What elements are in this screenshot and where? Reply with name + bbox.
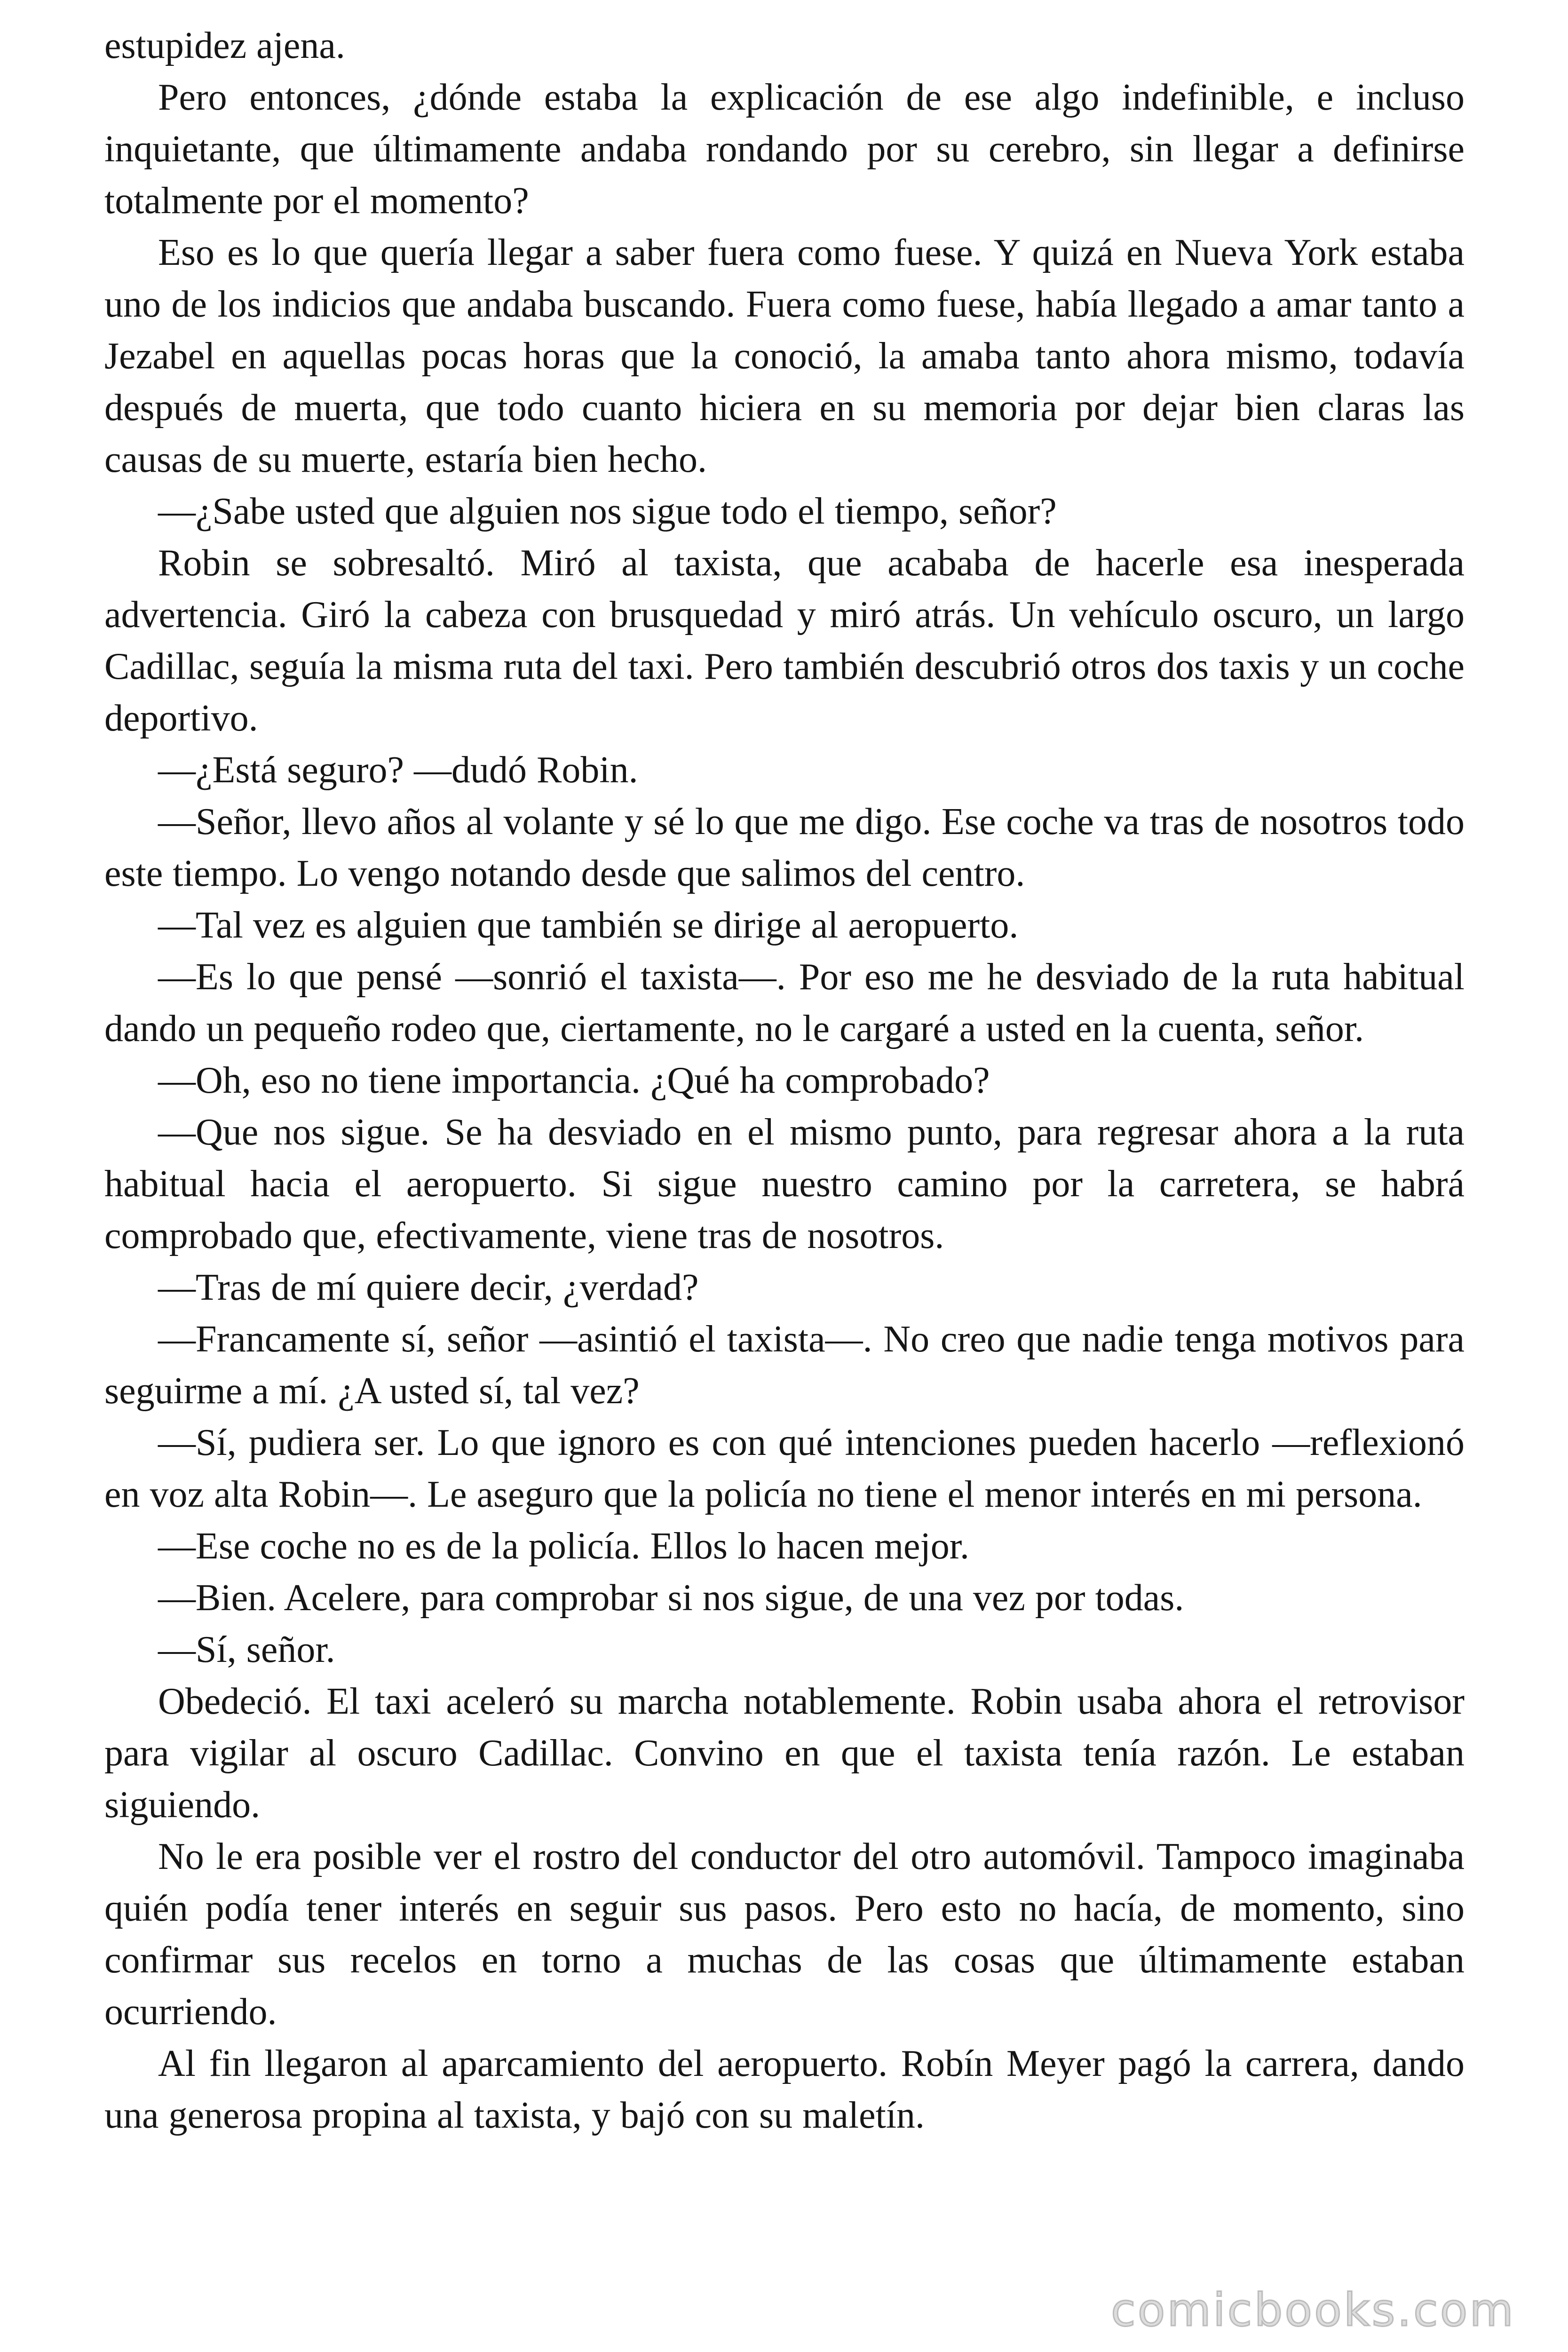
- paragraph-15: —Ese coche no es de la policía. Ellos lo hacen mejor.: [158, 1526, 969, 1567]
- paragraph-14: —Sí, pudiera ser. Lo que ignoro es con qué intenciones pueden hacerlo —reflexionó en voz alta Robin—. Le aseguro que la policía no tiene el menor interés en mi persona.: [104, 1422, 1465, 1515]
- paragraph-16: —Bien. Acelere, para comprobar si nos sigue, de una vez por todas.: [158, 1577, 1184, 1619]
- paragraph-6: —¿Está seguro? —dudó Robin.: [158, 749, 638, 791]
- paragraph-2: Pero entonces, ¿dónde estaba la explicación de ese algo indefinible, e incluso inquietante, que últimamente andaba rondando por su cerebro, sin llegar a definirse totalmente por el momento?: [104, 77, 1465, 222]
- paragraph-1: estupidez ajena.: [104, 25, 345, 66]
- paragraph-4: —¿Sabe usted que alguien nos sigue todo el tiempo, señor?: [158, 491, 1057, 532]
- paragraph-10: —Oh, eso no tiene importancia. ¿Qué ha comprobado?: [158, 1060, 990, 1101]
- paragraph-11: —Que nos sigue. Se ha desviado en el mismo punto, para regresar ahora a la ruta habitual hacia el aeropuerto. Si sigue nuestro camino por la carretera, se habrá comprobado que, efectivamente, viene tras de nosotros.: [104, 1112, 1465, 1256]
- paragraph-20: Al fin llegaron al aparcamiento del aeropuerto. Robín Meyer pagó la carrera, dando una generosa propina al taxista, y bajó con su maletín.: [104, 2043, 1465, 2136]
- paragraph-7: —Señor, llevo años al volante y sé lo que me digo. Ese coche va tras de nosotros todo este tiempo. Lo vengo notando desde que salimos del centro.: [104, 801, 1465, 894]
- watermark-logo: comicbooks.com: [1110, 2284, 1515, 2336]
- paragraph-5: Robin se sobresaltó. Miró al taxista, que acababa de hacerle esa inesperada advertencia. Giró la cabeza con brusquedad y miró atrás. Un vehículo oscuro, un largo Cadillac, seguía la misma ruta del taxi. Pero también descubrió otros dos taxis y un coche deportivo.: [104, 542, 1465, 739]
- paragraph-12: —Tras de mí quiere decir, ¿verdad?: [158, 1267, 699, 1308]
- paragraph-19: No le era posible ver el rostro del conductor del otro automóvil. Tampoco imaginaba quién podía tener interés en seguir sus pasos. Pero esto no hacía, de momento, sino confirmar sus recelos en torno a muchas de las cosas que últimamente estaban ocurriendo.: [104, 1836, 1465, 2033]
- body-text: [104, 20, 1465, 2141]
- paragraph-8: —Tal vez es alguien que también se dirige al aeropuerto.: [158, 905, 1019, 946]
- paragraph-13: —Francamente sí, señor —asintió el taxista—. No creo que nadie tenga motivos para seguirme a mí. ¿A usted sí, tal vez?: [104, 1319, 1465, 1412]
- paragraph-9: —Es lo que pensé —sonrió el taxista—. Por eso me he desviado de la ruta habitual dando un pequeño rodeo que, ciertamente, no le cargaré a usted en la cuenta, señor.: [104, 956, 1465, 1049]
- paragraph-3: Eso es lo que quería llegar a saber fuera como fuese. Y quizá en Nueva York estaba uno de los indicios que andaba buscando. Fuera como fuese, había llegado a amar tanto a Jezabel en aquellas pocas horas que la conoció, la amaba tanto ahora mismo, todavía después de muerta, que todo cuanto hiciera en su memoria por dejar bien claras las causas de su muerte, estaría bien hecho.: [104, 232, 1465, 480]
- paragraph-17: —Sí, señor.: [158, 1629, 335, 1670]
- paragraph-18: Obedeció. El taxi aceleró su marcha notablemente. Robin usaba ahora el retrovisor para vigilar al oscuro Cadillac. Convino en que el taxista tenía razón. Le estaban siguiendo.: [104, 1681, 1465, 1826]
